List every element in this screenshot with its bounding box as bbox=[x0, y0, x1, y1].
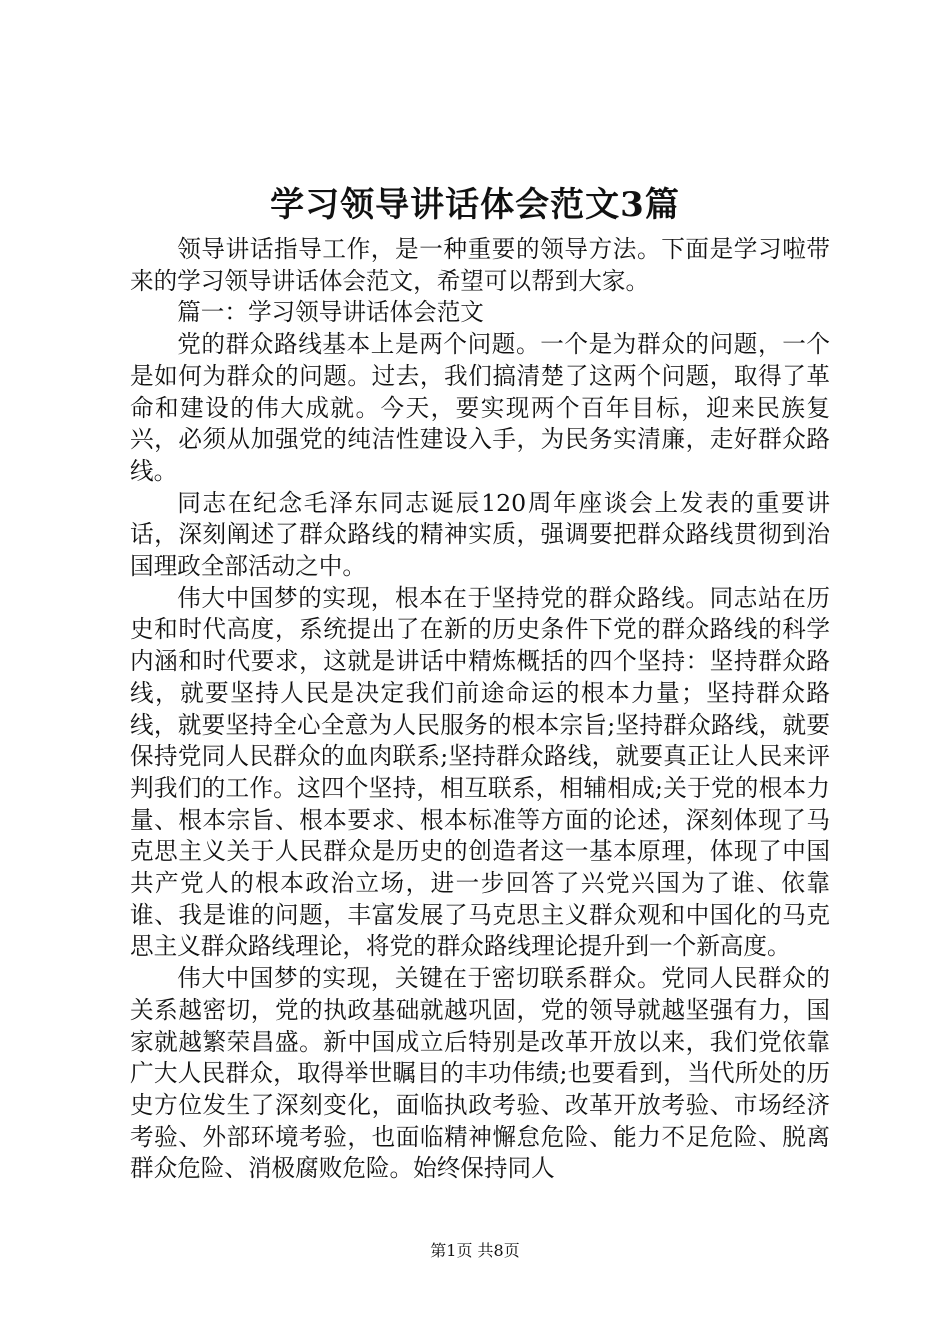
document-body bbox=[130, 234, 830, 1185]
paragraph: 党的群众路线基本上是两个问题。一个是为群众的问题，一个是如何为群众的问题。过去，我们搞清楚了这两个问题，取得了革命和建设的伟大成就。今天，要实现两个百年目标，迎来民族复兴，必须从加强党的纯洁性建设入手，为民务实清廉，走好群众路线。 bbox=[130, 330, 830, 485]
paragraph: 同志在纪念毛泽东同志诞辰120周年座谈会上发表的重要讲话，深刻阐述了群众路线的精神实质，强调要把群众路线贯彻到治国理政全部活动之中。 bbox=[130, 488, 830, 581]
paragraph-intro: 领导讲话指导工作，是一种重要的领导方法。下面是学习啦带来的学习领导讲话体会范文，希望可以帮到大家。 bbox=[130, 235, 830, 295]
page-number-footer: 第1页 共8页 bbox=[430, 1241, 520, 1260]
paragraph: 伟大中国梦的实现，根本在于坚持党的群众路线。同志站在历史和时代高度，系统提出了在新的历史条件下党的群众路线的科学内涵和时代要求，这就是讲话中精炼概括的四个坚持：坚持群众路线，就要坚持人民是决定我们前途命运的根本力量；坚持群众路线，就要坚持全心全意为人民服务的根本宗旨;坚持群众路线，就要保持党同人民群众的血肉联系;坚持群众路线，就要真正让人民来评判我们的工作。这四个坚持，相互联系，相辅相成;关于党的根本力量、根本宗旨、根本要求、根本标准等方面的论述，深刻体现了马克思主义关于人民群众是历史的创造者这一基本原理，体现了中国共产党人的根本政治立场，进一步回答了兴党兴国为了谁、依靠谁、我是谁的问题，丰富发展了马克思主义群众观和中国化的马克思主义群众路线理论，将党的群众路线理论提升到一个新高度。 bbox=[130, 583, 830, 961]
section-heading: 篇一：学习领导讲话体会范文 bbox=[177, 298, 484, 327]
document-title: 学习领导讲话体会范文3篇 bbox=[270, 185, 680, 225]
paragraph: 伟大中国梦的实现，关键在于密切联系群众。党同人民群众的关系越密切，党的执政基础就越巩固，党的领导就越坚强有力，国家就越繁荣昌盛。新中国成立后特别是改革开放以来，我们党依靠广大人民群众，取得举世瞩目的丰功伟绩;也要看到，当代所处的历史方位发生了深刻变化，面临执政考验、改革开放考验、市场经济考验、外部环境考验，也面临精神懈怠危险、能力不足危险、脱离群众危险、消极腐败危险。始终保持同人 bbox=[130, 964, 830, 1183]
